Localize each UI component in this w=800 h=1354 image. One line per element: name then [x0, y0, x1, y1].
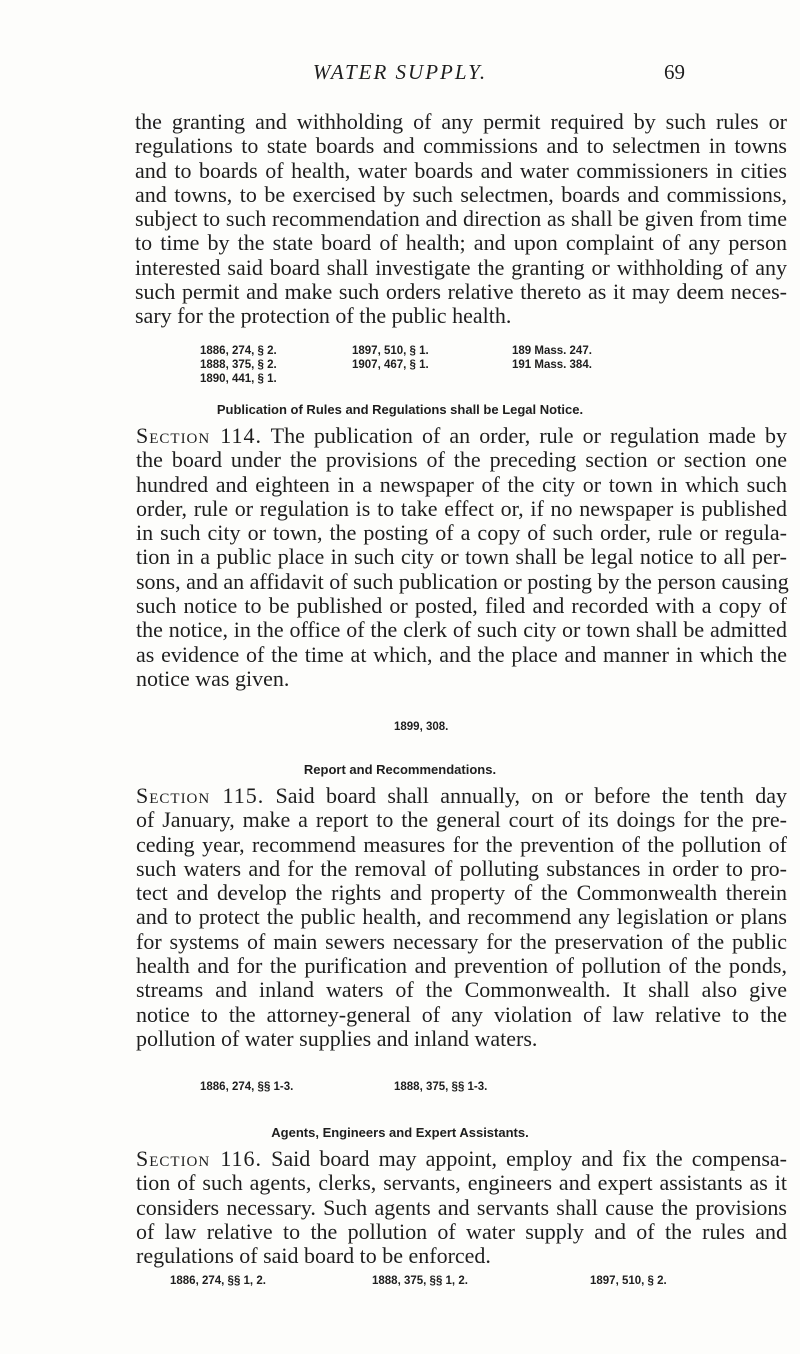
citation: 1897, 510, § 1. [352, 345, 429, 357]
paragraph-continuation [135, 110, 787, 329]
text-line: the notice, in the office of the clerk of such city or town shall be admitted [136, 617, 787, 643]
section-heading: Report and Recommendations. [303, 762, 497, 777]
section-115 [136, 784, 787, 1051]
section-heading: Publication of Rules and Regulations shall be Legal Notice. [216, 402, 584, 417]
text-line: Said board may appoint, employ and fix the compensa- [262, 1146, 787, 1171]
text-line: considers necessary. Such agents and servants shall cause the provisions [136, 1194, 787, 1220]
citation: 1886, 274, § 2. [200, 345, 277, 357]
citations [394, 720, 514, 736]
text-line: pollution of water supplies and inland waters. [136, 1025, 538, 1051]
citations [200, 344, 700, 390]
section-116 [136, 1147, 787, 1268]
text-line: in such city or town, the posting of a copy of such order, rule or regula- [136, 520, 787, 546]
text-line: sons, and an affidavit of such publication or posting by the person causing [136, 568, 789, 594]
text-line: streams and inland waters of the Commonwealth. It shall also give [136, 977, 787, 1003]
section-label: Section 116. [136, 1146, 263, 1171]
running-title: WATER SUPPLY. [312, 60, 488, 84]
text-line: tect and develop the rights and property of the Commonwealth therein [136, 880, 787, 906]
running-head [0, 60, 800, 86]
citation: 1897, 510, § 2. [590, 1275, 667, 1287]
citations [170, 1274, 730, 1290]
text-line: health and for the purification and prevention of pollution of the ponds, [136, 953, 787, 979]
section-label: Section 115. [136, 783, 265, 808]
text-line: for systems of main sewers necessary for the preservation of the public [136, 928, 787, 954]
text-line: of law relative to the pollution of water supply and of the rules and [136, 1218, 787, 1244]
page-number: 69 [664, 60, 685, 84]
text-line: ceding year, recommend measures for the prevention of the pollution of [136, 831, 787, 857]
text-line: the granting and withholding of any permit required by such rules or [135, 109, 787, 134]
citation: 1890, 441, § 1. [200, 373, 277, 385]
section-heading: Agents, Engineers and Expert Assistants. [271, 1125, 529, 1140]
citation: 1886, 274, §§ 1-3. [200, 1081, 294, 1093]
text-line: subject to such recommendation and direction as shall be given from time [135, 206, 787, 232]
text-line: to time by the state board of health; and upon complaint of any person [135, 230, 787, 256]
text-line: notice was given. [136, 665, 290, 691]
text-line: notice to the attorney-general of any violation of law relative to the [136, 1001, 787, 1027]
citation: 191 Mass. 384. [512, 359, 592, 371]
text-line: as evidence of the time at which, and the place and manner in which the [136, 641, 787, 667]
text-line: and to boards of health, water boards and water commissioners in cities [135, 157, 787, 183]
text-line: such notice to be published or posted, filed and recorded with a copy of [136, 593, 787, 619]
text-line: and towns, to be exercised by such selectmen, boards and commissions, [135, 181, 787, 207]
citation: 1888, 375, §§ 1-3. [394, 1081, 488, 1093]
citations [200, 1080, 620, 1096]
citation: 1886, 274, §§ 1, 2. [170, 1275, 266, 1287]
text-line: and to protect the public health, and recommend any legislation or plans [136, 904, 787, 930]
text-line: order, rule or regulation is to take effect or, if no newspaper is published [136, 495, 787, 521]
text-line: hundred and eighteen in a newspaper of the city or town in which such [136, 471, 787, 497]
text-line: The publication of an order, rule or regulation made by [261, 423, 787, 448]
text-line: of January, make a report to the general court of its doings for the pre- [136, 807, 787, 833]
citation: 1888, 375, §§ 1, 2. [372, 1275, 468, 1287]
section-114 [136, 424, 787, 691]
text-line: regulations of said board to be enforced. [136, 1243, 491, 1269]
citation: 1888, 375, § 2. [200, 359, 277, 371]
citation: 1907, 467, § 1. [352, 359, 429, 371]
text-line: such waters and for the removal of polluting substances in order to pro- [136, 855, 787, 881]
section-label: Section 114. [136, 423, 262, 448]
citation: 189 Mass. 247. [512, 345, 592, 357]
citation: 1899, 308. [394, 721, 449, 733]
text-line: regulations to state boards and commissions and to selectmen in towns [135, 133, 787, 159]
text-line: Said board shall annually, on or before the tenth day [264, 783, 787, 808]
text-line: tion of such agents, clerks, servants, engineers and expert assistants as it [136, 1170, 787, 1196]
text-line: tion in a public place in such city or town shall be legal notice to all per- [136, 544, 787, 570]
text-line: interested said board shall investigate the granting or withholding of any [135, 254, 787, 280]
text-line: the board under the provisions of the preceding section or section one [136, 447, 787, 473]
text-line: sary for the protection of the public health. [135, 303, 512, 329]
text-line: such permit and make such orders relative thereto as it may deem neces- [135, 279, 787, 305]
